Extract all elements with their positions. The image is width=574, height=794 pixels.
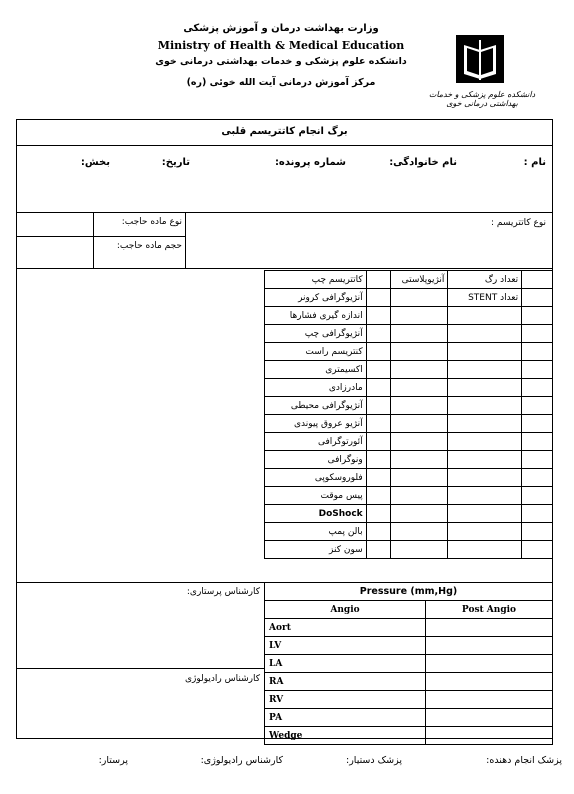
logo-caption: دانشکده علوم پزشکی و خدمات بهداشتی درمانی خوی [428,90,536,108]
procedure-value-cell[interactable] [522,451,553,469]
radiology-expert-signature-label: کارشناس رادیولوژی: [200,755,283,766]
procedure-extra-cell [390,541,448,559]
procedure-extra-cell [448,379,522,397]
procedure-row [265,541,553,559]
pressure-label: RV [265,691,426,709]
pressure-row [265,673,553,691]
procedure-name: اندازه گیری فشارها [265,307,367,325]
ministry-title-en: Ministry of Health & Medical Education [157,39,405,52]
procedure-check-cell[interactable] [366,361,390,379]
procedure-extra-cell [390,397,448,415]
pressure-row [265,637,553,655]
pressure-row [265,655,553,673]
procedure-name: سون کنز [265,541,367,559]
procedure-value-cell[interactable] [522,379,553,397]
pressure-label: PA [265,709,426,727]
procedure-check-cell[interactable] [366,469,390,487]
procedure-check-cell[interactable] [366,397,390,415]
procedure-row [265,271,553,289]
procedure-row [265,325,553,343]
procedure-extra-cell [390,379,448,397]
post-angio-value-cell[interactable] [426,655,553,673]
procedure-extra-cell [448,397,522,415]
procedure-value-cell[interactable] [522,289,553,307]
procedure-extra-cell [448,505,522,523]
procedure-row [265,523,553,541]
pressure-label: RA [265,673,426,691]
procedure-check-cell[interactable] [366,325,390,343]
pressure-label: Wedge [265,727,426,745]
ministry-title-fa: وزارت بهداشت درمان و آموزش پزشکی [183,23,379,34]
procedure-name: آنژیوگرافی چپ [265,325,367,343]
procedure-row [265,397,553,415]
procedure-value-cell[interactable] [522,433,553,451]
procedure-name: اکسیمتری [265,361,367,379]
performing-physician-label: پزشک انجام دهنده: [486,755,562,766]
procedure-extra-cell [448,343,522,361]
procedure-check-cell[interactable] [366,343,390,361]
post-angio-value-cell[interactable] [426,637,553,655]
contrast-volume-label: حجم ماده حاجب: [116,241,182,251]
procedure-name: آنژیو عروق پیوندی [265,415,367,433]
pressure-row [265,709,553,727]
procedure-extra-cell [390,361,448,379]
procedure-name: کنتریسم راست [265,343,367,361]
radiology-expert-label: کارشناس رادیولوژی [184,674,260,684]
procedure-check-cell[interactable] [366,451,390,469]
procedure-row [265,415,553,433]
procedure-check-cell[interactable] [366,307,390,325]
post-angio-value-cell[interactable] [426,691,553,709]
pressure-label: Aort [265,619,426,637]
procedure-extra-cell [448,361,522,379]
pressure-table [264,582,553,745]
procedure-row [265,451,553,469]
procedure-check-cell[interactable] [366,433,390,451]
procedure-check-cell[interactable] [366,379,390,397]
pressure-label: LV [265,637,426,655]
pressure-row [265,691,553,709]
procedure-extra-cell [390,415,448,433]
procedure-value-cell[interactable] [522,307,553,325]
procedure-extra-cell [390,307,448,325]
post-angio-value-cell[interactable] [426,673,553,691]
contrast-type-label: نوع ماده حاجب: [121,217,182,227]
procedure-name: آنژیوگرافی کرونر [265,289,367,307]
procedure-extra-cell [448,451,522,469]
center-title: مرکز آموزش درمانی آیت الله خوئی (ره) [186,77,376,88]
procedure-extra-cell [448,415,522,433]
university-title: دانشکده علوم پزشکی و خدمات بهداشتی درمانی خوی [155,56,407,67]
procedure-value-cell[interactable] [522,415,553,433]
assistant-physician-label: پزشک دستیار: [346,755,402,766]
procedure-check-cell[interactable] [366,289,390,307]
procedure-row [265,343,553,361]
procedure-name: مادرزادی [265,379,367,397]
procedure-extra-cell [448,325,522,343]
angioplasty-label: آنژیوپلاستی [390,271,448,289]
procedure-extra-cell [390,451,448,469]
procedure-extra-cell [448,307,522,325]
procedure-check-cell[interactable] [366,541,390,559]
procedure-extra-cell [390,505,448,523]
angio-header: Angio [265,601,426,619]
procedure-name: آئورتوگرافی [265,433,367,451]
procedure-row [265,487,553,505]
procedure-extra-cell [448,433,522,451]
procedure-check-cell[interactable] [366,523,390,541]
form-title: برگ انجام کاتتریسم قلبی [221,126,348,137]
pressure-row [265,727,553,745]
procedure-name: DoShock [265,505,367,523]
procedure-row [265,433,553,451]
procedure-check-cell[interactable] [366,505,390,523]
post-angio-value-cell[interactable] [426,709,553,727]
cath-type-label: نوع کاتتریسم : [490,218,546,228]
procedure-value-cell[interactable] [522,361,553,379]
procedure-extra-cell [448,487,522,505]
procedure-value-cell[interactable] [522,505,553,523]
procedure-extra-cell [390,343,448,361]
angioplasty-cell [390,289,448,307]
procedure-value-cell[interactable] [522,487,553,505]
nurse-expert-label: کارشناس پرستاری: [186,587,260,597]
post-angio-value-cell[interactable] [426,727,553,745]
procedure-row [265,469,553,487]
procedure-extra-cell [390,469,448,487]
nurse-signature-label: پرستار: [98,755,128,766]
file-number-label: شماره پرونده: [274,157,346,168]
patient-name-label: نام : [523,157,546,168]
stent-count-label: تعداد STENT [448,289,522,307]
vessel-count-label: تعداد رگ [448,271,522,289]
procedure-check-cell[interactable] [366,415,390,433]
pressure-title: Pressure (mm,Hg) [265,583,553,601]
procedure-extra-cell [390,433,448,451]
procedure-value-cell[interactable] [522,271,553,289]
procedure-name: پیس موقت [265,487,367,505]
pressure-label: LA [265,655,426,673]
procedure-extra-cell [448,523,522,541]
procedure-value-cell[interactable] [522,397,553,415]
procedure-name: فلوروسکوپی [265,469,367,487]
family-name-label: نام خانوادگی: [389,157,457,168]
procedure-extra-cell [390,487,448,505]
procedure-name: آنژیوگرافی محیطی [265,397,367,415]
procedure-extra-cell [390,523,448,541]
procedure-name: ونوگرافی [265,451,367,469]
procedure-value-cell[interactable] [522,325,553,343]
post-angio-header: Post Angio [426,601,553,619]
procedure-name: کاتتریسم چپ [265,271,367,289]
procedure-row [265,307,553,325]
date-label: تاریخ: [161,157,190,168]
procedure-row [265,289,553,307]
procedure-value-cell[interactable] [522,343,553,361]
procedure-value-cell[interactable] [522,541,553,559]
procedure-row [265,379,553,397]
procedure-value-cell[interactable] [522,469,553,487]
procedure-row [265,361,553,379]
ward-label: بخش: [80,157,110,168]
post-angio-value-cell[interactable] [426,619,553,637]
pressure-row [265,619,553,637]
university-logo-icon [455,34,505,84]
procedure-check-cell[interactable] [366,271,390,289]
procedures-table [264,270,553,559]
procedure-row [265,505,553,523]
procedure-extra-cell [448,541,522,559]
procedure-value-cell[interactable] [522,523,553,541]
procedure-name: بالن پمپ [265,523,367,541]
procedure-extra-cell [448,469,522,487]
procedure-check-cell[interactable] [366,487,390,505]
procedure-extra-cell [390,325,448,343]
